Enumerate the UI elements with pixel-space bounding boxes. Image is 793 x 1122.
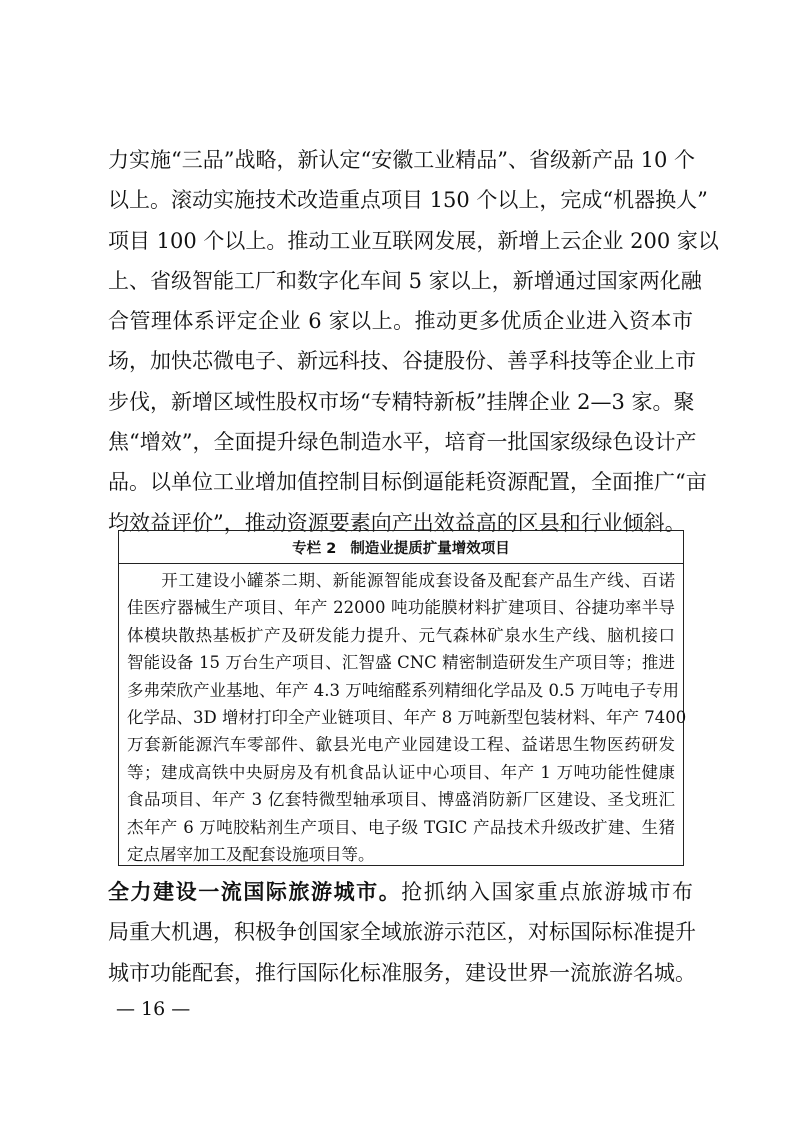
paragraph-line: 品。以单位工业增加值控制目标倒逼能耗资源配置，全面推广“亩	[108, 470, 707, 495]
section-first-line	[108, 872, 693, 912]
box-label: 专栏 2	[292, 540, 337, 557]
paragraph-line: 力实施“三品”战略，新认定“安徽工业精品”、省级新产品 10 个	[108, 148, 696, 172]
project-column-box	[118, 530, 687, 866]
paragraph-line: 焦“增效”，全面提升绿色制造水平，培育一批国家级绿色设计产	[108, 430, 697, 455]
box-line: 定点屠宰加工及配套设施项目等。	[127, 844, 375, 864]
box-line: 佳医疗器械生产项目、年产 22000 吨功能膜材料扩建项目、谷捷功率半导	[127, 598, 675, 618]
box-title-row	[119, 531, 683, 564]
page-number: — 16 —	[116, 998, 191, 1020]
box-line: 万套新能源汽车零部件、歙县光电产业园建设工程、益诺思生物医药研发	[127, 735, 675, 755]
section-line: 城市功能配套，推行国际化标准服务，建设世界一流旅游名城。	[108, 960, 696, 985]
box-body	[119, 564, 687, 868]
paragraph-line: 项目 100 个以上。推动工业互联网发展，新增上云企业 200 家以	[108, 228, 719, 253]
tourism-section	[108, 872, 696, 993]
paragraph-line: 上、省级智能工厂和数字化车间 5 家以上，新增通过国家两化融	[108, 268, 702, 293]
body-paragraph	[108, 140, 719, 543]
box-line: 开工建设小罐茶二期、新能源智能成套设备及配套产品生产线、百诺	[127, 571, 675, 590]
box-line: 化学品、3D 增材打印全产业链项目、年产 8 万吨新型包装材料、年产 7400	[127, 707, 687, 727]
paragraph-line: 场，加快芯微电子、新远科技、谷捷股份、善孚科技等企业上市	[108, 349, 696, 374]
section-line: 局重大机遇，积极争创国家全域旅游示范区，对标国际标准提升	[108, 920, 696, 945]
box-line: 食品项目、年产 3 亿套特微型轴承项目、博盛消防新厂区建设、圣戈班汇	[127, 790, 675, 810]
box-line: 体模块散热基板扩产及研发能力提升、元气森林矿泉水生产线、脑机接口	[127, 625, 675, 645]
section-heading: 全力建设一流国际旅游城市。	[108, 880, 402, 904]
box-line: 等；建成高铁中央厨房及有机食品认证中心项目、年产 1 万吨功能性健康	[127, 762, 675, 782]
box-title: 制造业提质扩量增效项目	[350, 540, 510, 557]
box-line: 多弗荣欣产业基地、年产 4.3 万吨缩醛系列精细化学品及 0.5 万吨电子专用	[127, 680, 679, 700]
paragraph-line: 合管理体系评定企业 6 家以上。推动更多优质企业进入资本市	[108, 309, 693, 334]
paragraph-line: 步伐，新增区域性股权市场“专精特新板”挂牌企业 2—3 家。聚	[108, 389, 695, 414]
box-line: 杰年产 6 万吨胶粘剂生产项目、电子级 TGIC 产品技术升级改扩建、生猪	[127, 817, 675, 837]
section-line-rest: 抢抓纳入国家重点旅游城市布	[401, 880, 694, 904]
box-line: 智能设备 15 万台生产项目、汇智盛 CNC 精密制造研发生产项目等；推进	[127, 653, 675, 673]
paragraph-line: 以上。滚动实施技术改造重点项目 150 个以上，完成“机器换人”	[108, 188, 708, 213]
paragraph-line: 均效益评价”，推动资源要素向产出效益高的区县和行业倾斜。	[108, 510, 686, 535]
